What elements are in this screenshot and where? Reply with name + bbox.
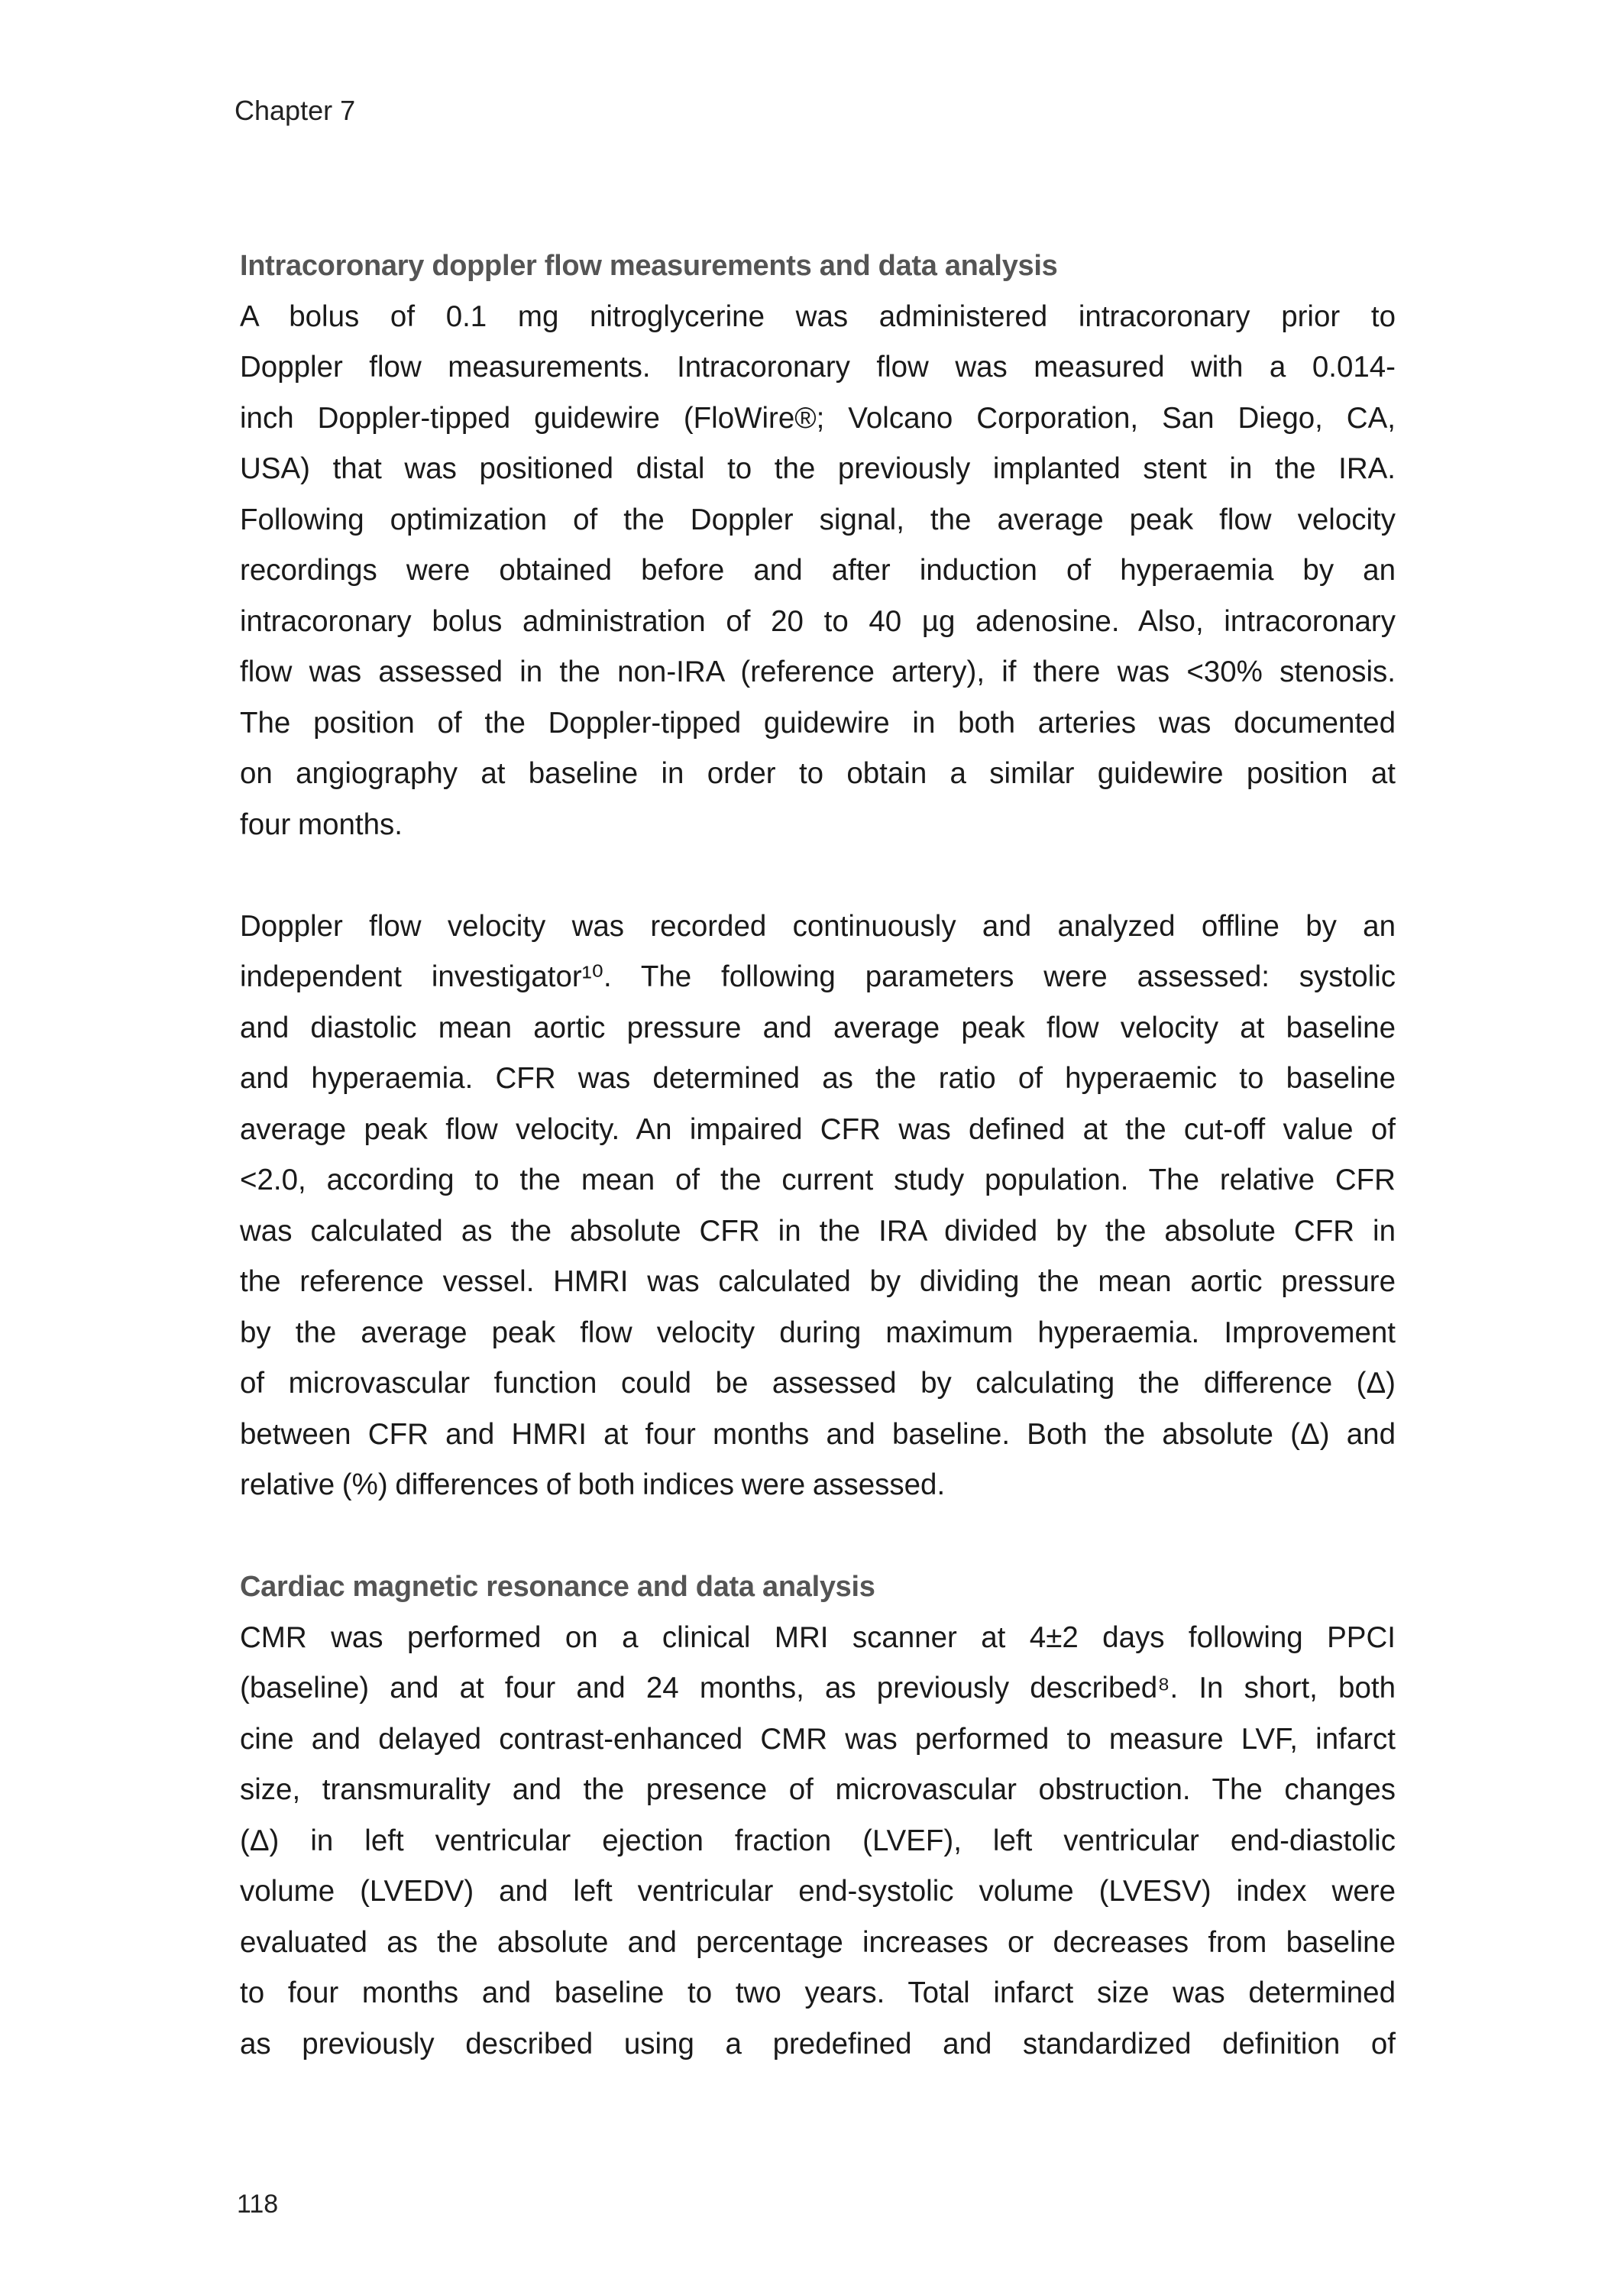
text-line: evaluated as the absolute and percentage increases or decreases from baseline [240, 1925, 1396, 1959]
text-line: was calculated as the absolute CFR in the IRA divided by the absolute CFR in [240, 1214, 1396, 1248]
text-line: <2.0, according to the mean of the current study population. The relative CFR [240, 1164, 1396, 1196]
text-line: intracoronary bolus administration of 20 to 40 µg adenosine. Also, intracoronary [240, 604, 1396, 638]
paragraph [240, 902, 1396, 1511]
text-line: to four months and baseline to two years. Total infarct size was determined [240, 1976, 1396, 2009]
text-line: The position of the Doppler-tipped guidewire in both arteries was documented [240, 706, 1396, 740]
text-line: cine and delayed contrast-enhanced CMR was performed to measure LVF, infarct [240, 1722, 1396, 1756]
paragraph [240, 292, 1396, 851]
body-text [240, 241, 1396, 2070]
text-line: relative (%) differences of both indices were assessed. [240, 1468, 946, 1501]
text-line: Following optimization of the Doppler signal, the average peak flow velocity [240, 503, 1396, 536]
page-number: 118 [237, 2190, 279, 2219]
section-heading: Intracoronary doppler flow measurements and data analysis [240, 250, 1058, 282]
text-line: and diastolic mean aortic pressure and average peak flow velocity at baseline [240, 1011, 1396, 1044]
text-line: average peak flow velocity. An impaired CFR was defined at the cut-off value of [240, 1112, 1396, 1146]
text-line: the reference vessel. HMRI was calculated by dividing the mean aortic pressure [240, 1265, 1396, 1298]
text-line: volume (LVEDV) and left ventricular end-systolic volume (LVESV) index were [240, 1875, 1396, 1908]
text-line: (Δ) in left ventricular ejection fraction (LVEF), left ventricular end-diastolic [240, 1824, 1396, 1857]
text-line: by the average peak flow velocity during maximum hyperaemia. Improvement [240, 1316, 1396, 1349]
text-line: USA) that was positioned distal to the previously implanted stent in the IRA. [240, 452, 1396, 485]
text-line: A bolus of 0.1 mg nitroglycerine was administered intracoronary prior to [240, 299, 1396, 333]
text-line: between CFR and HMRI at four months and baseline. Both the absolute (Δ) and [240, 1417, 1396, 1451]
running-head: Chapter 7 [235, 95, 356, 126]
text-line: of microvascular function could be assessed by calculating the difference (Δ) [240, 1367, 1396, 1400]
text-line: Doppler flow velocity was recorded continuously and analyzed offline by an [240, 909, 1396, 943]
text-line: Doppler flow measurements. Intracoronary flow was measured with a 0.014- [240, 351, 1396, 384]
text-line: on angiography at baseline in order to obtain a similar guidewire position at [240, 757, 1396, 790]
text-line: CMR was performed on a clinical MRI scanner at 4±2 days following PPCI [240, 1620, 1396, 1654]
paragraph-gap [240, 850, 1396, 902]
text-line: as previously described using a predefined and standardized definition of [240, 2027, 1396, 2061]
section-heading: Cardiac magnetic resonance and data analysis [240, 1571, 875, 1603]
text-line: flow was assessed in the non-IRA (reference artery), if there was <30% stenosis. [240, 656, 1396, 688]
text-line: size, transmurality and the presence of microvascular obstruction. The changes [240, 1773, 1396, 1806]
text-line: four months. [240, 808, 403, 841]
text-line: and hyperaemia. CFR was determined as the ratio of hyperaemic to baseline [240, 1062, 1396, 1095]
text-line: inch Doppler-tipped guidewire (FloWire®; Volcano Corporation, San Diego, CA, [240, 401, 1396, 435]
text-line: (baseline) and at four and 24 months, as previously described⁸. In short, both [240, 1672, 1396, 1704]
text-line: recordings were obtained before and after induction of hyperaemia by an [240, 554, 1396, 587]
text-line: independent investigator¹⁰. The following parameters were assessed: systolic [240, 960, 1396, 993]
paragraph [240, 1613, 1396, 2070]
section-gap [240, 1511, 1396, 1562]
